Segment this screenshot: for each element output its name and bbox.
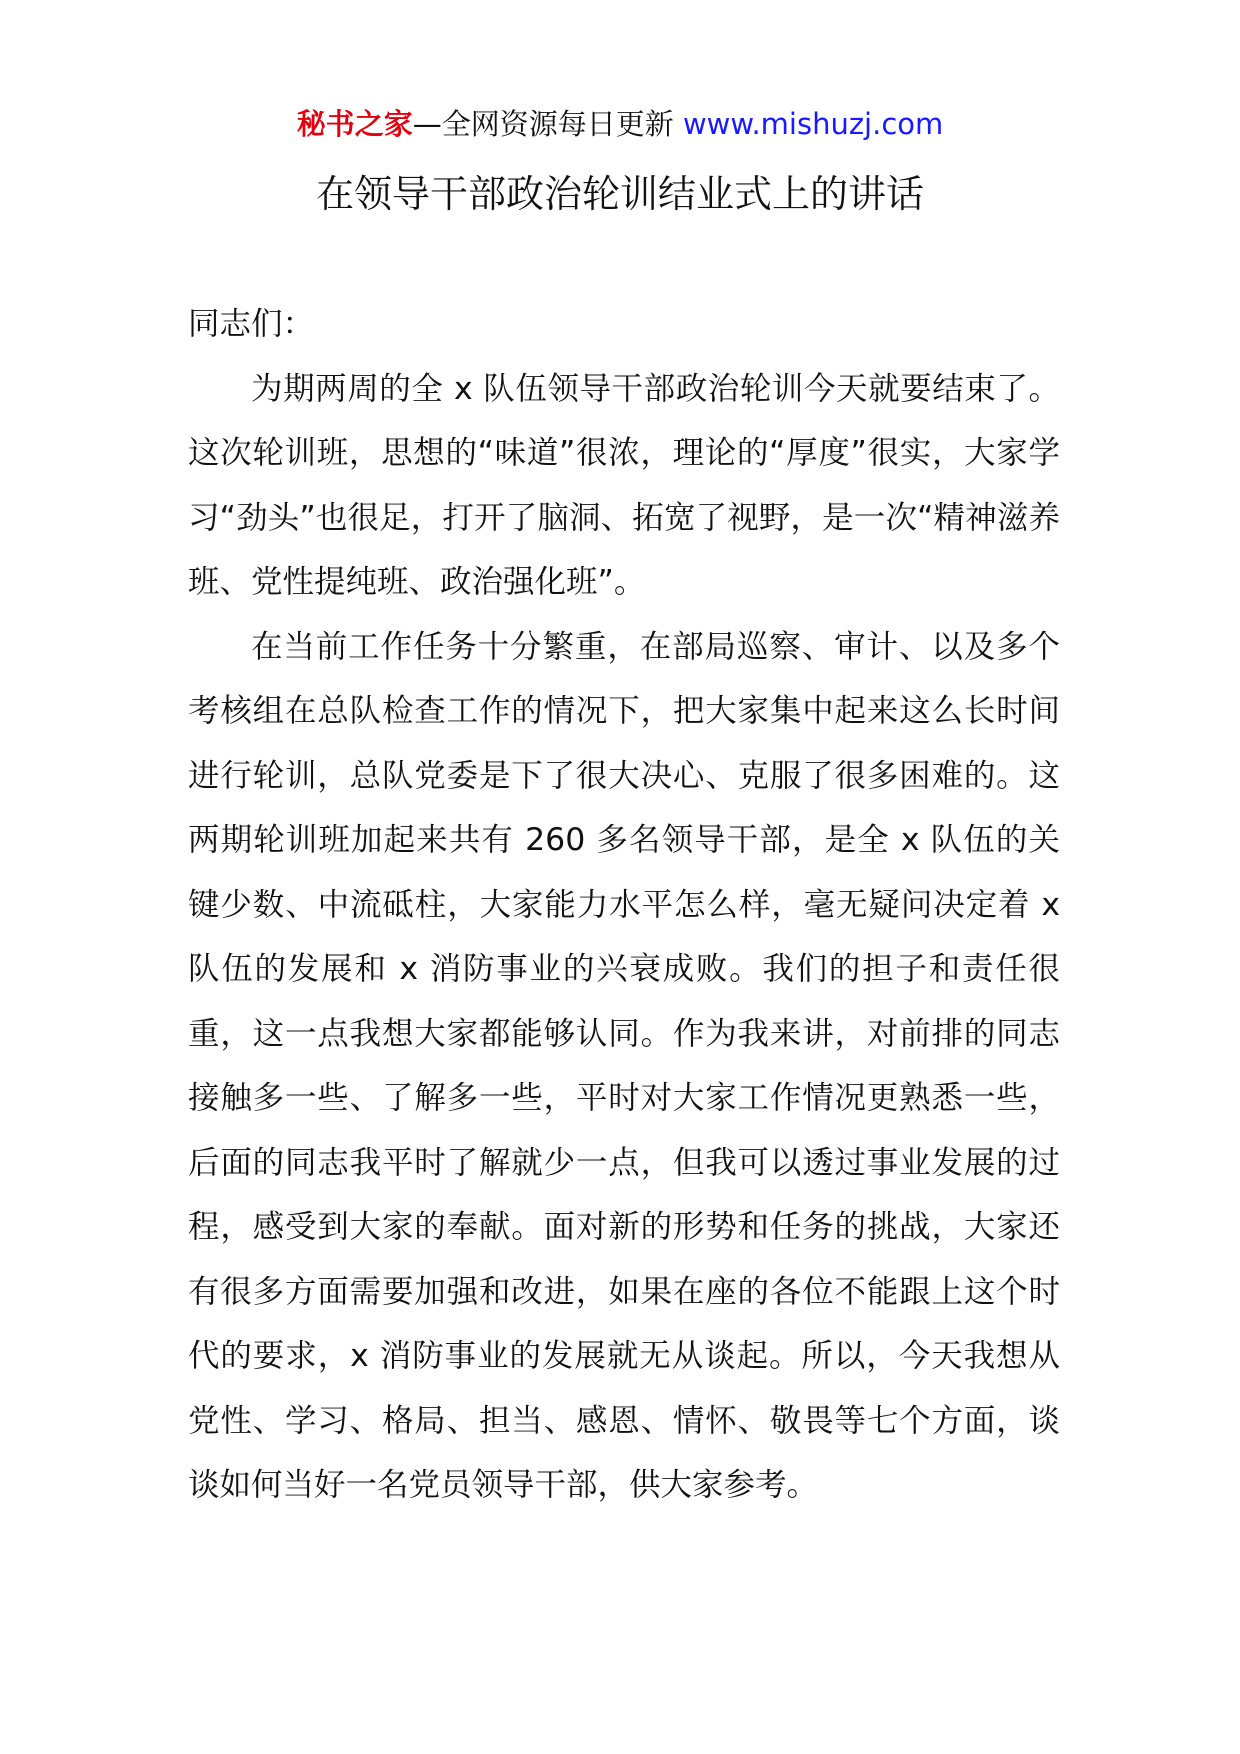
document-title: 在领导干部政治轮训结业式上的讲话 [315, 172, 924, 216]
document-body [188, 292, 1060, 1518]
header-tagline: —全网资源每日更新 [412, 107, 683, 141]
salutation: 同志们： [188, 306, 315, 342]
paragraph-1: 为期两周的全 x 队伍领导干部政治轮训今天就要结束了。这次轮训班，思想的“味道”很浓，理论的“厚度”很实，大家学习“劲头”也很足，打开了脑洞、拓宽了视野，是一次“精神滋养班、党性提纯班、政治强化班”。 [188, 370, 1060, 600]
site-url-link[interactable]: www.mishuzj.com [682, 107, 944, 141]
paragraph-2: 在当前工作任务十分繁重，在部局巡察、审计、以及多个考核组在总队检查工作的情况下，把大家集中起来这么长时间进行轮训，总队党委是下了很大决心、克服了很多困难的。这两期轮训班加起来共有 260 多名领导干部，是全 x 队伍的关键少数、中流砥柱，大家能力水平怎么样，毫无疑问决定着 x 队伍的发展和 x 消防事业的兴衰成败。我们的担子和责任很重，这一点我想大家都能够认同。作为我来讲，对前排的同志接触多一些、了解多一些，平时对大家工作情况更熟悉一些，后面的同志我平时了解就少一点，但我可以透过事业发展的过程，感受到大家的奉献。面对新的形势和任务的挑战，大家还有很多方面需要加强和改进，如果在座的各位不能跟上这个时代的要求，x 消防事业的发展就无从谈起。所以，今天我想从党性、学习、格局、担当、感恩、情怀、敬畏等七个方面，谈谈如何当好一名党员领导干部，供大家参考。 [188, 628, 1060, 1503]
site-header [0, 104, 1240, 144]
brand-name: 秘书之家 [296, 107, 413, 141]
